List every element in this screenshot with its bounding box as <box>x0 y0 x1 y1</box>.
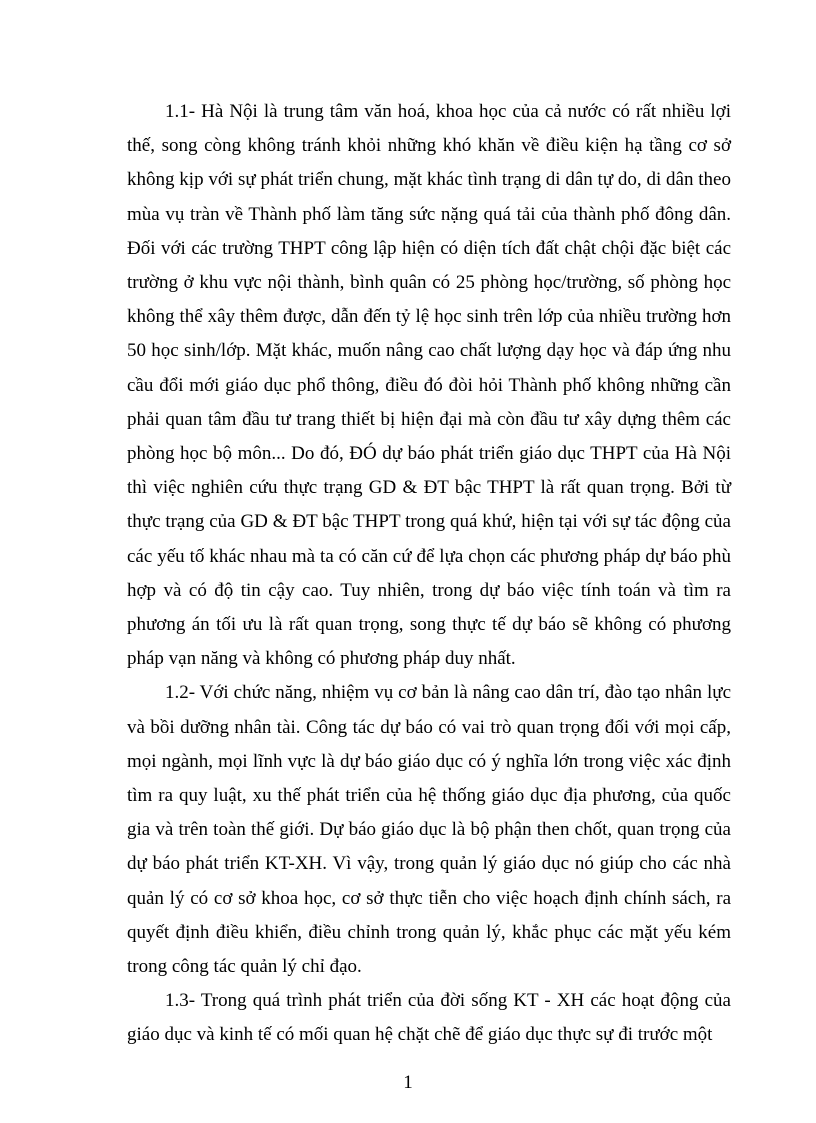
paragraph-1-2: 1.2- Với chức năng, nhiệm vụ cơ bản là nâng cao dân trí, đào tạo nhân lực và bồi dưỡng nhân tài. Công tác dự báo có vai trò quan trọng đối với mọi cấp, mọi ngành, mọi lĩnh vực là dự báo giáo dục có ý nghĩa lớn trong việc xác định tìm ra quy luật, xu thế phát triển của hệ thống giáo dục địa phương, của quốc gia và trên toàn thế giới. Dự báo giáo dục là bộ phận then chốt, quan trọng của dự báo phát triển KT-XH. Vì vậy, trong quản lý giáo dục nó giúp cho các nhà quản lý có cơ sở khoa học, cơ sở thực tiễn cho việc hoạch định chính sách, ra quyết định điều khiển, điều chỉnh trong quản lý, khắc phục các mặt yếu kém trong công tác quản lý chỉ đạo. <box>127 682 731 978</box>
paragraph-1-1: 1.1- Hà Nội là trung tâm văn hoá, khoa học của cả nước có rất nhiều lợi thế, song còng không tránh khỏi những khó khăn về điều kiện hạ tầng cơ sở không kịp với sự phát triển chung, mặt khác tình trạng di dân tự do, di dân theo mùa vụ tràn về Thành phố làm tăng sức nặng quá tải của thành phố đông dân. Đối với các trường THPT công lập hiện có diện tích đất chật chội đặc biệt các trường ở khu vực nội thành, bình quân có 25 phòng học/trường, số phòng học không thể xây thêm được, dẫn đến tỷ lệ học sinh trên lớp của nhiều trường hơn 50 học sinh/lớp. Mặt khác, muốn nâng cao chất lượng dạy học và đáp ứng nhu cầu đổi mới giáo dục phổ thông, điều đó đòi hỏi Thành phố không những cần phải quan tâm đầu tư trang thiết bị hiện đại mà còn đầu tư xây dựng thêm các phòng học bộ môn... Do đó, ĐÓ dự báo phát triển giáo dục THPT của Hà Nội thì việc nghiên cứu thực trạng GD & ĐT bậc THPT là rất quan trọng. Bởi từ thực trạng của GD & ĐT bậc THPT trong quá khứ, hiện tại với sự tác động của các yếu tố khác nhau mà ta có căn cứ để lựa chọn các phương pháp dự báo phù hợp và có độ tin cậy cao. Tuy nhiên, trong dự báo việc tính toán và tìm ra phương án tối ưu là rất quan trọng, song thực tế dự báo sẽ không có phương pháp vạn năng và không có phương pháp duy nhất. <box>127 101 731 670</box>
body-text <box>127 95 731 1053</box>
page-number: 1 <box>403 1072 413 1093</box>
paragraph-1-3: 1.3- Trong quá trình phát triển của đời sống KT - XH các hoạt động của giáo dục và kinh tế có mối quan hệ chặt chẽ để giáo dục thực sự đi trước một <box>127 990 731 1046</box>
